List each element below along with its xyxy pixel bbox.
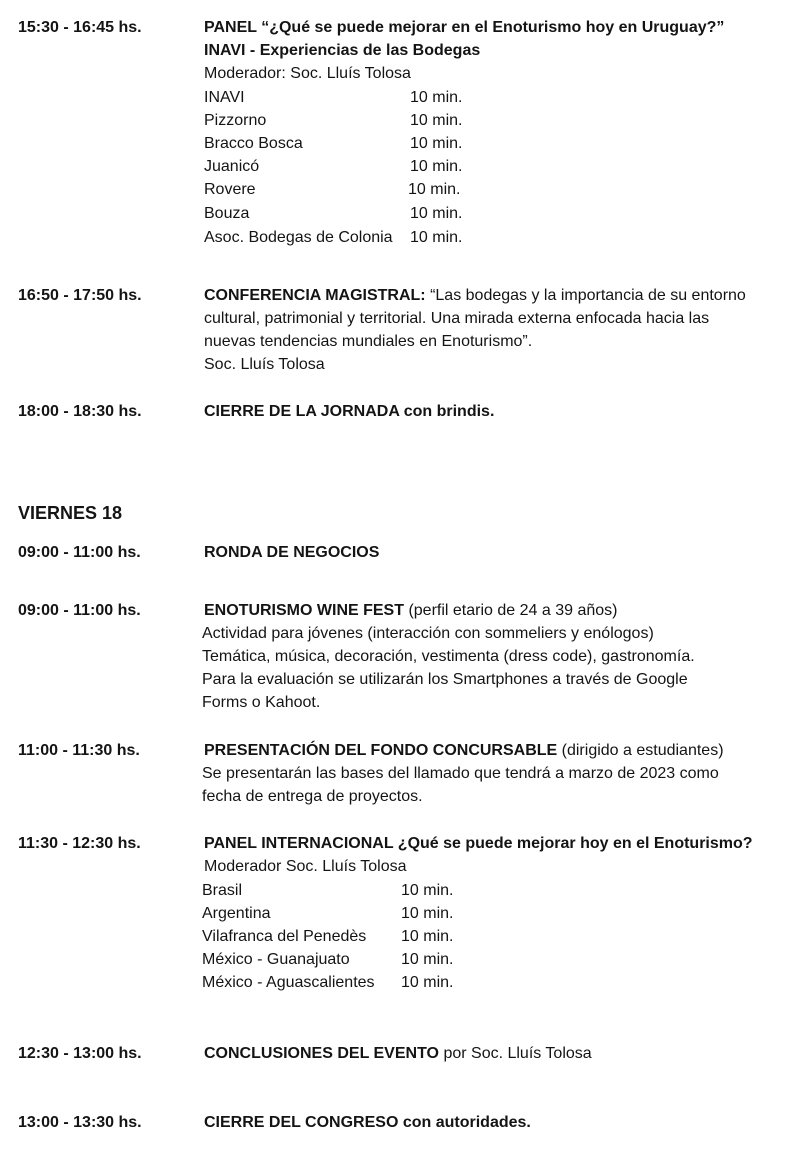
- session-description: nuevas tendencias mundiales en Enoturismo”.: [204, 333, 533, 350]
- session-title-note: (dirigido a estudiantes): [557, 742, 724, 759]
- session-title-line: [204, 599, 617, 622]
- panelist-name: Juanicó: [204, 158, 260, 175]
- session-time: 18:00 - 18:30 hs.: [18, 403, 142, 420]
- session-title-note: por Soc. Lluís Tolosa: [439, 1045, 592, 1062]
- session-description: Forms o Kahoot.: [202, 694, 321, 711]
- session-description: Para la evaluación se utilizarán los Smartphones a través de Google: [202, 671, 688, 688]
- session-title: CIERRE DEL CONGRESO con autoridades.: [204, 1114, 531, 1131]
- session-description: Actividad para jóvenes (interacción con sommeliers y enólogos): [202, 625, 654, 642]
- session-time: 13:00 - 13:30 hs.: [18, 1114, 142, 1131]
- session-time: 09:00 - 11:00 hs.: [18, 602, 141, 619]
- panelist-duration: 10 min.: [410, 205, 463, 222]
- panelist-name: Bouza: [204, 205, 250, 222]
- panelist-name: México - Aguascalientes: [202, 974, 375, 991]
- panelist-name: Bracco Bosca: [204, 135, 303, 152]
- session-subtitle: INAVI - Experiencias de las Bodegas: [204, 42, 481, 59]
- session-time: 11:00 - 11:30 hs.: [18, 742, 140, 759]
- session-title-line: [204, 739, 724, 762]
- panelist-duration: 10 min.: [401, 928, 454, 945]
- panelist-name: Rovere: [204, 181, 256, 198]
- panelist-duration: 10 min.: [408, 181, 461, 198]
- panelist-name: Argentina: [202, 905, 271, 922]
- session-speaker: Soc. Lluís Tolosa: [204, 356, 325, 373]
- panelist-name: Pizzorno: [204, 112, 267, 129]
- panelist-duration: 10 min.: [410, 229, 463, 246]
- panelist-name: México - Guanajuato: [202, 951, 350, 968]
- session-description: “Las bodegas y la importancia de su entorno: [425, 287, 746, 304]
- session-title-line: [204, 1042, 592, 1065]
- panelist-name: Brasil: [202, 882, 243, 899]
- session-time: 11:30 - 12:30 hs.: [18, 835, 141, 852]
- session-title: PANEL INTERNACIONAL ¿Qué se puede mejorar hoy en el Enoturismo?: [204, 835, 753, 852]
- panelist-duration: 10 min.: [401, 951, 454, 968]
- session-title: ENOTURISMO WINE FEST: [204, 602, 404, 619]
- panelist-duration: 10 min.: [401, 905, 454, 922]
- panelist-duration: 10 min.: [401, 882, 454, 899]
- session-title: CONFERENCIA MAGISTRAL:: [204, 287, 426, 304]
- session-description: Temática, música, decoración, vestimenta (dress code), gastronomía.: [202, 648, 695, 665]
- session-time: 12:30 - 13:00 hs.: [18, 1045, 142, 1062]
- session-description: cultural, patrimonial y territorial. Una mirada externa enfocada hacia las: [204, 310, 710, 327]
- session-description: fecha de entrega de proyectos.: [202, 788, 423, 805]
- session-time: 09:00 - 11:00 hs.: [18, 544, 141, 561]
- session-moderator: Moderador: Soc. Lluís Tolosa: [204, 65, 411, 82]
- panelist-name: Vilafranca del Penedès: [202, 928, 367, 945]
- panelist-duration: 10 min.: [410, 135, 463, 152]
- session-title: CONCLUSIONES DEL EVENTO: [204, 1045, 439, 1062]
- panelist-duration: 10 min.: [410, 89, 463, 106]
- panelist-duration: 10 min.: [410, 112, 463, 129]
- session-title: PRESENTACIÓN DEL FONDO CONCURSABLE: [204, 742, 558, 759]
- session-title: PANEL “¿Qué se puede mejorar en el Enoturismo hoy en Uruguay?”: [204, 19, 725, 36]
- panelist-duration: 10 min.: [401, 974, 454, 991]
- session-title-note: (perfil etario de 24 a 39 años): [404, 602, 618, 619]
- day-heading: VIERNES 18: [18, 503, 123, 523]
- session-title: RONDA DE NEGOCIOS: [204, 544, 380, 561]
- session-title: CIERRE DE LA JORNADA con brindis.: [204, 403, 495, 420]
- panelist-name: Asoc. Bodegas de Colonia: [204, 229, 393, 246]
- session-description: Se presentarán las bases del llamado que tendrá a marzo de 2023 como: [202, 765, 719, 782]
- session-moderator: Moderador Soc. Lluís Tolosa: [204, 858, 407, 875]
- session-time: 16:50 - 17:50 hs.: [18, 287, 142, 304]
- panelist-name: INAVI: [204, 89, 245, 106]
- panelist-duration: 10 min.: [410, 158, 463, 175]
- session-title-line: [204, 284, 746, 307]
- session-time: 15:30 - 16:45 hs.: [18, 19, 142, 36]
